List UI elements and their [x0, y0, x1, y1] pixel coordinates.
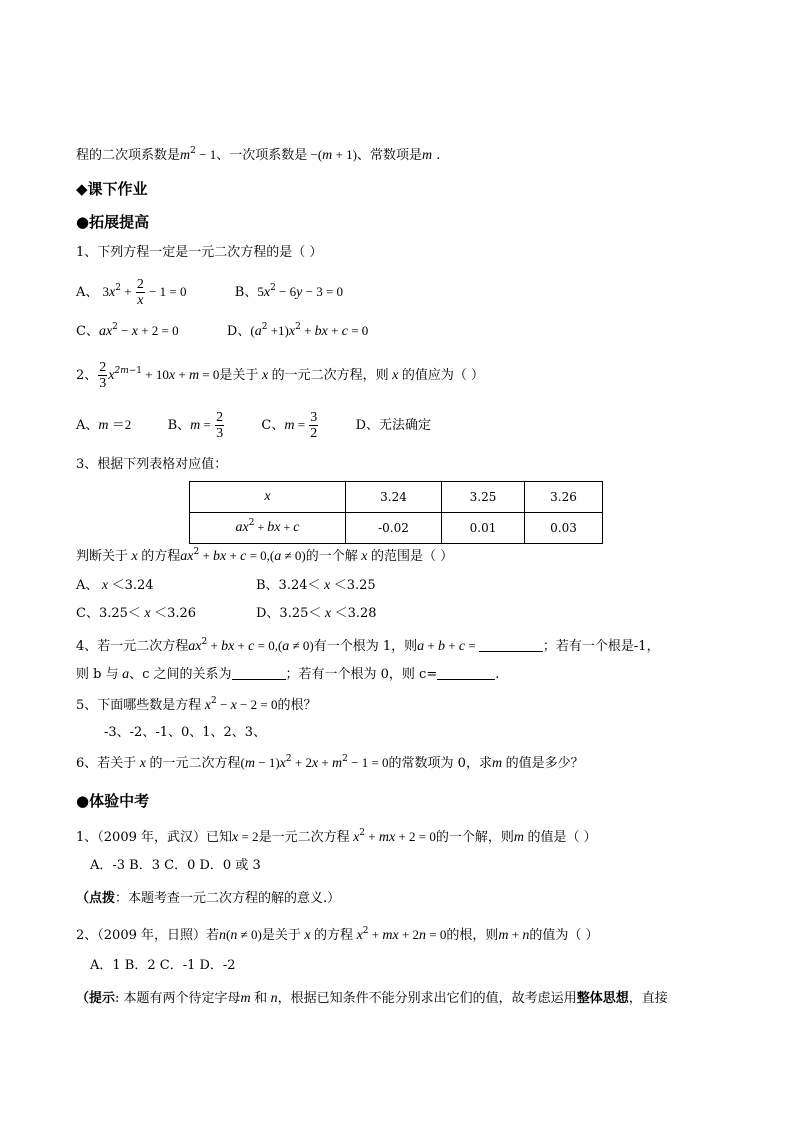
table-cell: -0.02	[346, 513, 442, 544]
q3-options-cd: C、3.25＜ x ＜3.26 D、3.25＜ x ＜3.28	[76, 606, 377, 621]
q-text: 4、若一元二次方程	[76, 639, 189, 654]
q2-options: A、m ＝2 B、m = $\frac{2}{3}$ C、m = $\frac{3}{2}$ D、无法确定	[76, 410, 432, 441]
q-text: 的值应为（ ）	[401, 368, 485, 383]
answer-blank[interactable]	[437, 666, 495, 680]
value-table	[189, 481, 603, 544]
intro-line: 程的二次项系数是$m^2 - 1$、一次项系数是 −(m + 1)、常数项是m .	[76, 146, 441, 163]
q-text: 5、下面哪些数是方程	[76, 698, 202, 713]
hint-emphasis: 整体思想	[576, 991, 629, 1006]
hint-text: ，根据已知条件不能分别求出它们的值，故考虑运用	[277, 991, 577, 1006]
q-text: ；若有一个根为 0，则 c=	[285, 667, 438, 682]
exam-q2-hint: （提示: 本题有两个待定字母m 和 n，根据已知条件不能分别求出它们的值，故考虑运用整体思想，直接	[76, 991, 668, 1006]
q1-options-ab: A、 $3x^2$ + $\frac{2}{x}$ − 1 = 0 B、$5x^2 - 6y - 3 = 0$	[76, 277, 344, 308]
q6-stem: 6、若关于 x 的一元二次方程$(m - 1)x^2 + 2x + m^2 - 1 = 0$的常数项为 0，求m 的值是多少？	[76, 754, 584, 771]
q5-stem: 5、下面哪些数是方程 $x^2 - x - 2 = 0$的根？	[76, 696, 317, 713]
option-label: C、	[76, 324, 99, 339]
q-text: 的方程	[314, 928, 354, 943]
q-text: 的方程	[141, 549, 181, 564]
exam-q1-stem: 1、（2009 年，武汉）已知x = 2是一元二次方程 $x^2$ + mx + 2 = 0的一个解，则m 的值是（ ）	[76, 828, 597, 845]
q-text: 是关于	[219, 368, 259, 383]
q1-stem: 1、下列方程一定是一元二次方程的是（ ）	[76, 245, 323, 260]
table-cell: 3.25	[442, 482, 525, 513]
q3-stem: 3、根据下列表格对应值：	[76, 457, 228, 472]
q1-options-cd: C、$ax^2 - x + 2 = 0$ D、$(a^2 +1)x^2$ + bx + c = 0	[76, 322, 369, 339]
option-text: ＜3.26	[154, 606, 197, 621]
q-text: 的一元二次方程	[149, 756, 241, 771]
table-cell: 0.01	[442, 513, 525, 544]
fraction: $\frac{2}{x}$	[136, 277, 144, 308]
option-label: C、3.25＜	[76, 606, 141, 621]
table-row	[190, 513, 603, 544]
q-text: 的值是多少？	[505, 756, 584, 771]
q-text: 的范围是（ ）	[370, 549, 454, 564]
q2-stem: 2、 $\frac{2}{3}$ $x^{2m-1} + 10x + m = 0$是关于 x 的一元二次方程，则 x 的值应为（ ）	[76, 360, 485, 391]
option-label: D、	[226, 324, 251, 339]
q-text: 的根，则	[446, 928, 499, 943]
q-text: 是关于	[261, 928, 301, 943]
option-label: D、3.25＜	[256, 606, 322, 621]
option-label: C、	[261, 418, 285, 433]
q-text: 、c 之间的关系为	[129, 667, 232, 682]
q-text: 的一元二次方程，则	[271, 368, 389, 383]
table-cell: 3.26	[525, 482, 603, 513]
option-label: B、	[234, 285, 258, 300]
hint-text: : 本题有两个待定字母	[115, 991, 241, 1006]
q-text: 的根？	[277, 698, 317, 713]
option-text: 无法确定	[379, 418, 432, 433]
option-label: D、	[355, 418, 380, 433]
hint-text: 和	[254, 991, 268, 1006]
q-text: 则 b 与	[76, 667, 119, 682]
option-label: A、	[76, 578, 99, 593]
fraction: $\frac{2}{3}$	[99, 360, 107, 391]
hint-label: （点拨	[76, 891, 116, 906]
intro-text: .	[432, 148, 441, 163]
table-header-cell: $ax^2$ + bx + c	[190, 513, 346, 544]
q-text: 1、（2009 年，武汉）已知	[76, 830, 232, 845]
q-text: ；若有一个根是-1，	[542, 639, 660, 654]
table-header-cell: x	[190, 482, 346, 513]
q-text: 的一个解，则	[435, 830, 514, 845]
q4-line1: 4、若一元二次方程$ax^2$ + bx + c = 0,(a ≠ 0)有一个根为 1，则a + b + c = ；若有一个根是-1，	[76, 637, 660, 654]
q-text: 2、（2009 年，日照）若	[76, 928, 219, 943]
option-label: A、	[76, 285, 99, 300]
intro-text: 、一次项系数是	[216, 148, 308, 163]
q-text: 6、若关于	[76, 756, 137, 771]
table-row	[190, 482, 603, 513]
answer-blank[interactable]	[479, 638, 543, 652]
q-text: 判断关于	[76, 549, 129, 564]
q3-options-ab: A、 x ＜3.24 B、3.24＜ x ＜3.25	[76, 578, 376, 593]
option-text: ＜3.24	[111, 578, 154, 593]
option-label: A、	[76, 418, 99, 433]
exam-q1-hint	[76, 890, 340, 908]
intro-text: 、常数项是	[356, 148, 422, 163]
hint-text: ，直接	[628, 991, 668, 1006]
q-text: 的值是（ ）	[527, 830, 597, 845]
option-label: B、3.24＜	[256, 578, 321, 593]
option-text: ＜3.28	[334, 606, 377, 621]
exam-q2-stem: 2、（2009 年，日照）若n(n ≠ 0)是关于 x 的方程 $x^2$ + mx + 2n = 0的根，则m + n的值为（ ）	[76, 926, 599, 943]
table-cell: 0.03	[525, 513, 603, 544]
q5-numbers: -3、-2、-1、0、1、2、3、	[104, 725, 267, 740]
math: m	[180, 148, 191, 163]
intro-text: 程的二次项系数是	[76, 148, 181, 163]
exam-q1-options: A．-3 B．3 C．0 D．0 或 3	[90, 858, 261, 873]
hint-label: （提示	[76, 991, 116, 1006]
answer-blank[interactable]	[232, 666, 286, 680]
option-text: ＜3.25	[333, 578, 376, 593]
q-text: 的一个解	[305, 549, 358, 564]
section-heading-homework: ◆课下作业	[76, 180, 148, 198]
q-num: 2、	[76, 368, 98, 383]
exam-q2-options: A．1 B．2 C．-1 D．-2	[90, 958, 236, 973]
q-text: 的常数项为 0，求	[388, 756, 492, 771]
option-label: B、	[167, 418, 191, 433]
table-cell: 3.24	[346, 482, 442, 513]
section-heading-exam: ●体验中考	[76, 792, 150, 810]
q4-line2: 则 b 与 a、c 之间的关系为 ；若有一个根为 0，则 c= .	[76, 667, 500, 682]
section-heading-extend: ●拓展提高	[76, 213, 150, 231]
q-text: 的值为（ ）	[529, 928, 599, 943]
q-text: 是一元二次方程	[258, 830, 350, 845]
hint-text: ：本题考查一元二次方程的解的意义.）	[115, 891, 341, 906]
q-text: .	[495, 667, 500, 682]
q3-judge: 判断关于 x 的方程$ax^2$ + bx + c = 0,(a ≠ 0)的一个解 x 的范围是（ ）	[76, 547, 454, 564]
q-text: 有一个根为 1，则	[313, 639, 418, 654]
